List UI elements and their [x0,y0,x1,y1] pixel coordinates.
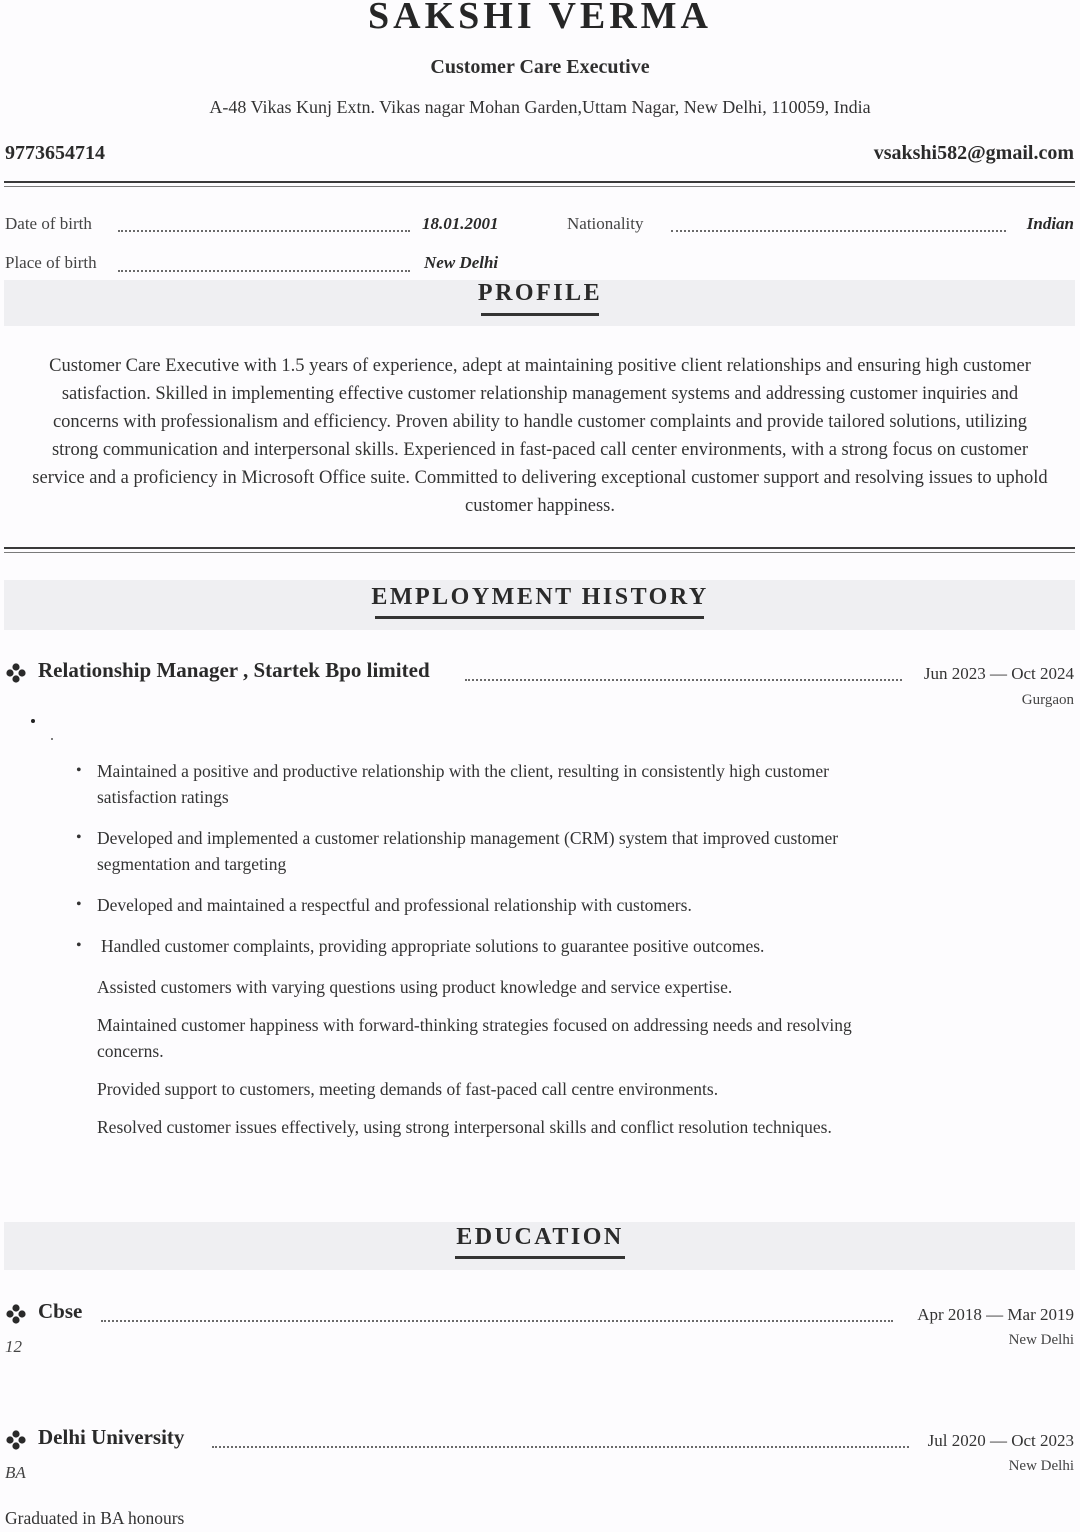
bullet-diamond-icon [6,1430,26,1450]
profile-divider [4,547,1075,549]
education-title: Delhi University [38,1425,185,1449]
job-line: Resolved customer issues effectively, using strong interpersonal skills and conflict resolution techniques. [97,1117,832,1137]
bullet-diamond-icon [6,1304,26,1324]
email-address[interactable]: vsakshi582@gmail.com [873,142,1074,164]
phone-number: 9773654714 [5,142,105,164]
profile-divider-thin [4,552,1075,553]
job-city: Gurgaon [1021,692,1074,708]
header-divider-thin [4,186,1075,187]
education-dates: Apr 2018 — Mar 2019 [917,1305,1074,1324]
education-degree: BA [5,1463,26,1482]
stray-bullet-dot [31,719,35,723]
nationality-label: Nationality [567,214,644,233]
job-dates: Jun 2023 — Oct 2024 [923,664,1074,683]
education-city: New Delhi [1008,1458,1074,1474]
candidate-name: SAKSHI VERMA [368,0,712,37]
address: A-48 Vikas Kunj Extn. Vikas nagar Mohan Garden,Uttam Nagar, New Delhi, 110059, India [209,97,871,117]
education-note: Graduated in BA honours [5,1508,185,1528]
employment-heading: EMPLOYMENT HISTORY [371,584,709,610]
pob-leader [118,270,410,272]
dob-leader [118,230,410,232]
bullet-diamond-icon [6,663,26,683]
education-degree: 12 [5,1337,22,1356]
job-bullet: • Developed and implemented a customer relationship management (CRM) system that improved customer segmentation and targeting [76,825,856,877]
job-bullet: • Maintained a positive and productive relationship with the client, resulting in consistently high customer satisfaction ratings [76,758,856,810]
education-leader [101,1320,893,1322]
education-title: Cbse [38,1299,83,1323]
stray-bullet-dot-small [51,738,53,740]
education-dates: Jul 2020 — Oct 2023 [927,1431,1074,1450]
profile-summary: Customer Care Executive with 1.5 years of experience, adept at maintaining positive client relationships and ensuring high customer satisfaction. Skilled in implementing effective customer relationship management systems and addressing customer inquiries and concerns with professionalism and efficiency. Proven ability to handle customer complaints and provide tailored solutions, utilizing strong communication and interpersonal skills. Experienced in fast-paced call center environments, with a strong focus on customer service and a proficiency in Microsoft Office suite. Committed to delivering exceptional customer support and resolving issues to uphold customer happiness. [32,356,1048,516]
pob-label: Place of birth [5,253,97,272]
job-bullet: • Developed and maintained a respectful and professional relationship with customers. [76,892,856,918]
pob-value: New Delhi [424,253,499,272]
job-title-entry: Relationship Manager , Startek Bpo limited [38,658,430,682]
job-leader [465,679,902,681]
job-line: Maintained customer happiness with forward-thinking strategies focused on addressing needs and resolving concerns. [97,1015,852,1061]
education-underline [455,1256,625,1259]
education-heading: EDUCATION [456,1224,624,1250]
education-leader [212,1446,909,1448]
job-bullet: • Handled customer complaints, providing appropriate solutions to guarantee positive outcomes. [76,933,856,959]
job-line: Assisted customers with varying questions using product knowledge and service expertise. [97,977,733,997]
job-line: Provided support to customers, meeting demands of fast-paced call centre environments. [97,1079,719,1099]
job-title: Customer Care Executive [430,56,650,78]
education-city: New Delhi [1008,1332,1074,1348]
nationality-value: Indian [1026,214,1074,233]
dob-label: Date of birth [5,214,92,233]
nationality-leader [671,230,1006,232]
header-divider [4,181,1075,183]
job-responsibilities [76,758,856,1152]
profile-heading: PROFILE [477,280,603,306]
profile-underline [481,313,599,316]
dob-value: 18.01.2001 [422,214,499,233]
employment-underline [375,616,704,619]
